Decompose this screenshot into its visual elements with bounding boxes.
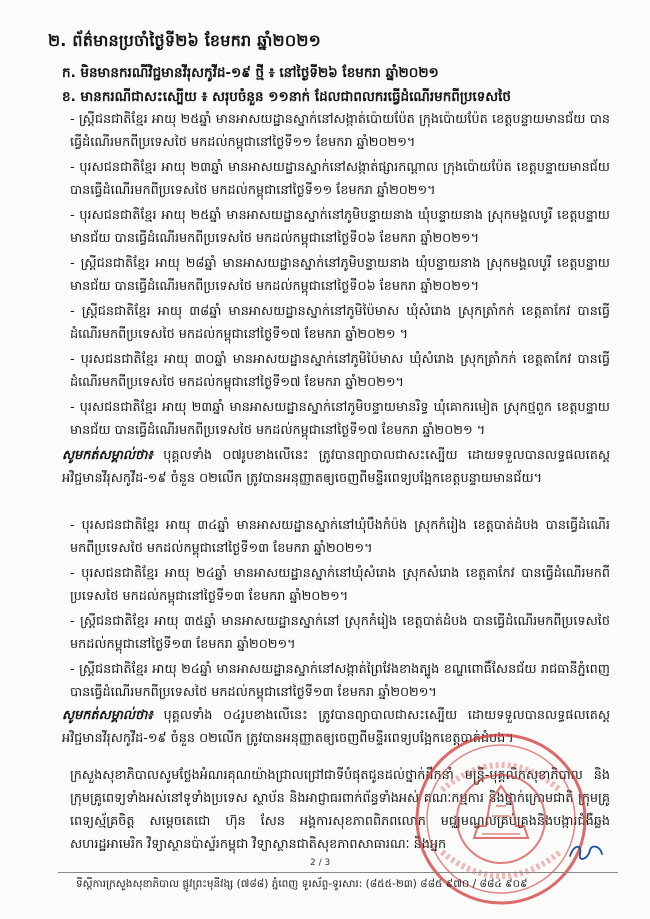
case-paragraph: - បុរសជនជាតិខ្មែរ អាយុ ២៣ឆ្នាំ មានអាសយដ្ឋានស្នាក់នៅភូមិបន្ទាយមានរិទ្ធ ឃុំគោករមៀត ស្រុកថ្មពួក ខេត្តបន្ទាយមានជ័យ បានធ្វើដំណើរមកពីប្រទេសថៃ មកដល់កម្ពុជានៅថ្ងៃទី១៧ ខែមករា ឆ្នាំ២០២១ ។ [70, 400, 610, 438]
case-paragraph: - ស្ត្រីជនជាតិខ្មែរ អាយុ ២៨ឆ្នាំ មានអាសយដ្ឋានស្នាក់នៅភូមិបន្ទាយនាង ឃុំបន្ទាយនាង ស្រុកមង្គលបូរី ខេត្តបន្ទាយមានជ័យ បានធ្វើដំណើរមកពីប្រទេសថៃ មកដល់កម្ពុជានៅថ្ងៃទី០៦ ខែមករា ឆ្នាំ២០២១។ [70, 256, 610, 294]
case-paragraph: - បុរសជនជាតិខ្មែរ អាយុ ២៥ឆ្នាំ មានអាសយដ្ឋានស្នាក់នៅភូមិបន្ទាយនាង ឃុំបន្ទាយនាង ស្រុកមង្គលបូរី ខេត្តបន្ទាយមានជ័យ បានធ្វើដំណើរមកពីប្រទេសថៃ មកដល់កម្ពុជានៅថ្ងៃទី០៦ ខែមករា ឆ្នាំ២០២១។ [70, 208, 610, 246]
signature [566, 840, 606, 864]
case-paragraph: - បុរសជនជាតិខ្មែរ អាយុ ៣៤ឆ្នាំ មានអាសយដ្ឋានស្នាក់នៅឃុំបឹងកំប៉ង ស្រុកកំរៀង ខេត្តបាត់ដំបង បានធ្វើដំណើរមកពីប្រទេសថៃ មកដល់កម្ពុជានៅថ្ងៃទី១៣ ខែមករា ឆ្នាំ២០២១។ [70, 518, 610, 556]
footer-divider [58, 872, 618, 873]
note-text: បុគ្គលទាំង ០៧រូបខាងលើនេះ ត្រូវបានព្យាបាលជាសះស្បើយ ដោយទទួលបានលទ្ធផលតេស្ត អវិជ្ជមានវីរុសកូវីដ-១៩ ចំនួន ០២លើក ត្រូវបានអនុញ្ញាតឲ្យចេញពីមន្ទីរពេទ្យបង្អែកខេត្តបន្ទាយមានជ័យ។ [62, 448, 610, 486]
case-paragraph: - ស្ត្រីជនជាតិខ្មែរ អាយុ ២៥ឆ្នាំ មានអាសយដ្ឋានស្នាក់នៅសង្កាត់ប៉ោយប៉ែត ក្រុងប៉ោយប៉ែត ខេត្តបន្ទាយមានជ័យ បានធ្វើដំណើរមកពីប្រទេសថៃ មកដល់កម្ពុជានៅថ្ងៃទី១១ ខែមករា ឆ្នាំ២០២១។ [70, 112, 610, 150]
case-paragraph: - បុរសជនជាតិខ្មែរ អាយុ ៣០ឆ្នាំ មានអាសយដ្ឋានស្នាក់នៅភូមិប៉ៃមាស ឃុំសំរោង ស្រុកត្រាំកក់ ខេត្តតាកែវ បានធ្វើដំណើរមកពីប្រទេសថៃ មកដល់កម្ពុជានៅថ្ងៃទី១៧ ខែមករា ឆ្នាំ២០២១។ [70, 352, 610, 390]
subsection-b: ខ. មានករណីជាសះស្បើយ ៖ សរុបចំនួន ១១នាក់ ដែលជាពលករធ្វើដំណើរមកពីប្រទេសថៃ [62, 89, 511, 105]
footer-address: ទីស្តីការក្រសួងសុខាភិបាល ផ្លូវព្រះមុនីវង្ស (៧៨៨) ភ្នំពេញ ទូរស័ព្ទ-ទូរសារ: (៨៥៥-២៣) ៨៨៥ ៩៧០ / ៨៨៤ ៩០៩ [76, 878, 528, 890]
closing-paragraph: ក្រសួងសុខាភិបាលសូមថ្លែងអំណរគុណយ៉ាងជ្រាលជ្រៅជាទីបំផុតជូនដល់ថ្នាក់ដឹកនាំ មន្ត្រី-បុគ្គលិកសុខាភិបាល និងក្រុមគ្រូពេទ្យទាំងអស់នៅទូទាំងប្រទេស ស្ថាប័ន និងអាជ្ញាធរពាក់ព័ន្ធទាំងអស់ គណៈកម្មការ និងថ្នាក់ក្រោមជាតិ ក្រុមគ្រូពេទ្យស្ម័គ្រចិត្ត សម្តេចតេជោ ហ៊ុន សែន អង្គការសុខភាពពិភពលោក មជ្ឈមណ្ឌលគ្រប់គ្រងនិងបង្ការជំងឺឆ្លងសហរដ្ឋអាមេរិក វិទ្យាស្ថានប៉ាស្ទ័រកម្ពុជា វិទ្យាស្ថានជាតិសុខភាពសាធារណៈ និងអ្នក [70, 768, 610, 852]
case-paragraph: - ស្ត្រីជនជាតិខ្មែរ អាយុ ៣៥ឆ្នាំ មានអាសយដ្ឋានស្នាក់នៅ ស្រុកកំរៀង ខេត្តបាត់ដំបង បានធ្វើដំណើរមកពីប្រទេសថៃ មកដល់កម្ពុជានៅថ្ងៃទី១៣ ខែមករា ឆ្នាំ២០២១។ [70, 614, 610, 652]
note-label: សូមកត់សម្គាល់ថា៖ [62, 448, 153, 463]
case-paragraph: - បុរសជនជាតិខ្មែរ អាយុ ២៤ឆ្នាំ មានអាសយដ្ឋានស្នាក់នៅឃុំសំរោង ស្រុកសំរោង ខេត្តតាកែវ បានធ្វើដំណើរមកពីប្រទេសថៃ មកដល់កម្ពុជានៅថ្ងៃទី១៣ ខែមករា ឆ្នាំ២០២១។ [70, 566, 610, 604]
case-paragraph: - ស្ត្រីជនជាតិខ្មែរ អាយុ ៣៨ឆ្នាំ មានអាសយដ្ឋានស្នាក់នៅភូមិប៉ៃមាស ឃុំសំរោង ស្រុកត្រាំកក់ ខេត្តតាកែវ បានធ្វើដំណើរមកពីប្រទេសថៃ មកដល់កម្ពុជានៅថ្ងៃទី១៧ ខែមករា ឆ្នាំ២០២១ ។ [70, 304, 610, 342]
case-paragraph: - បុរសជនជាតិខ្មែរ អាយុ ២៣ឆ្នាំ មានអាសយដ្ឋានស្នាក់នៅសង្កាត់ផ្សារកណ្តាល ក្រុងប៉ោយប៉ែត ខេត្តបន្ទាយមានជ័យ បានធ្វើដំណើរមកពីប្រទេសថៃ មកដល់កម្ពុជានៅថ្ងៃទី១១ ខែមករា ឆ្នាំ២០២១។ [70, 160, 610, 198]
page-number: 2 / 3 [310, 858, 331, 868]
subsection-a: ក. មិនមានករណីវិជ្ជមានវីរុសកូវីដ-១៩ ថ្មី ៖ នៅថ្ងៃទី២៦ ខែមករា ឆ្នាំ២០២១ [62, 65, 439, 81]
note-label: សូមកត់សម្គាល់ថា៖ [62, 708, 153, 723]
case-paragraph: - ស្ត្រីជនជាតិខ្មែរ អាយុ ២៤ឆ្នាំ មានអាសយដ្ឋានស្នាក់នៅសង្កាត់ព្រៃវែងខាងត្បូង ខណ្ឌពោធិ៍សែនជ័យ រាជធានីភ្នំពេញ បានធ្វើដំណើរមកពីប្រទេសថៃ មកដល់កម្ពុជានៅថ្ងៃទី១៣ ខែមករា ឆ្នាំ២០២១។ [70, 662, 610, 700]
note-text: បុគ្គលទាំង ០៤រូបខាងលើនេះ ត្រូវបានព្យាបាលជាសះស្បើយ ដោយទទួលបានលទ្ធផលតេស្ត អវិជ្ជមានវីរុសកូវីដ-១៩ ចំនួន ០២លើក ត្រូវបានអនុញ្ញាតឲ្យចេញពីមន្ទីរពេទ្យបង្អែកខេត្តបាត់ដំបង។ [62, 708, 610, 746]
section-heading: ២. ព័ត៌មានប្រចាំថ្ងៃទី២៦ ខែមករា ឆ្នាំ២០២១ [48, 31, 321, 50]
note-paragraph [62, 444, 610, 490]
